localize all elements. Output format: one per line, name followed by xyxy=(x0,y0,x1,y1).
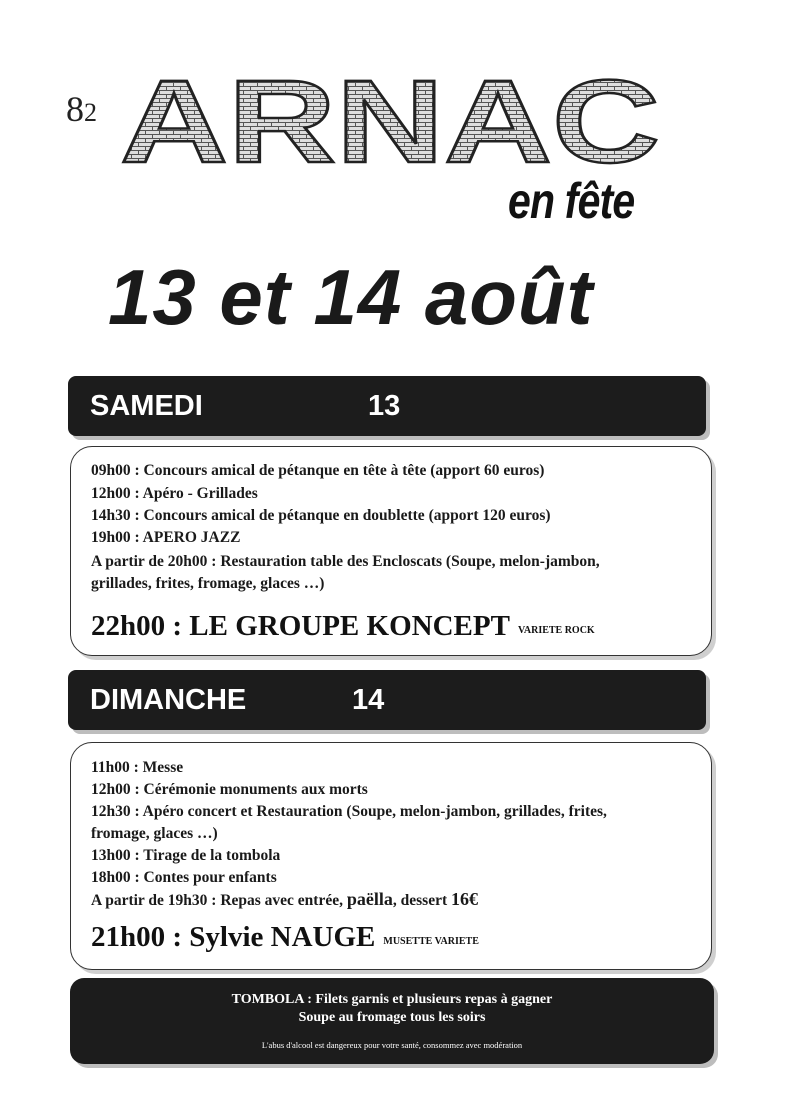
program-line: 12h00 : Cérémonie monuments aux morts xyxy=(91,781,368,798)
program-line: 19h00 : APERO JAZZ xyxy=(91,529,241,546)
program-line: grillades, frites, fromage, glaces …) xyxy=(91,575,325,592)
saturday-header xyxy=(68,376,706,436)
alcohol-warning: L'abus d'alcool est dangereux pour votre santé, consommez avec modération xyxy=(261,1040,523,1050)
arnac-title xyxy=(110,70,670,170)
sunday-headline xyxy=(91,921,479,954)
soupe-line: Soupe au fromage tous les soirs xyxy=(298,1010,486,1025)
program-line: 09h00 : Concours amical de pétanque en tête à tête (apport 60 euros) xyxy=(91,462,545,479)
program-line: 13h00 : Tirage de la tombola xyxy=(91,847,281,864)
saturday-headline-text: 22h00 : LE GROUPE KONCEPT xyxy=(91,610,510,642)
sunday-program xyxy=(70,742,712,970)
subtitle-en-fete: en fête xyxy=(508,173,635,229)
title-text: ARNAC xyxy=(120,70,660,170)
saturday-number: 13 xyxy=(368,390,401,422)
program-line: 12h00 : Apéro - Grillades xyxy=(91,485,258,502)
saturday-program xyxy=(70,446,712,656)
program-line: 18h00 : Contes pour enfants xyxy=(91,869,277,886)
saturday-genre-tag: VARIETE ROCK xyxy=(517,625,595,636)
repas-line: A partir de 19h30 : Repas avec entrée, paëlla, dessert 16€ xyxy=(91,889,478,909)
program-line: A partir de 20h00 : Restauration table des Encloscats (Soupe, melon-jambon, xyxy=(91,553,600,570)
program-line: 14h30 : Concours amical de pétanque en doublette (apport 120 euros) xyxy=(91,507,551,524)
tombola-line: TOMBOLA : Filets garnis et plusieurs repas à gagner xyxy=(231,992,553,1007)
tombola-footer xyxy=(70,978,714,1064)
sunday-headline-text: 21h00 : Sylvie NAUGE xyxy=(91,921,376,953)
program-line: fromage, glaces …) xyxy=(91,825,218,842)
saturday-headline xyxy=(91,610,595,643)
sunday-number: 14 xyxy=(352,684,385,716)
program-line: 12h30 : Apéro concert et Restauration (Soupe, melon-jambon, grillades, frites, xyxy=(91,803,607,820)
department-number: 82 xyxy=(66,89,97,129)
program-line: 11h00 : Messe xyxy=(91,759,184,776)
event-dates: 13 et 14 août xyxy=(108,253,594,341)
sunday-header xyxy=(68,670,706,730)
sunday-genre-tag: MUSETTE VARIETE xyxy=(383,936,479,947)
saturday-label: SAMEDI xyxy=(90,390,203,422)
sunday-label: DIMANCHE xyxy=(90,684,247,716)
